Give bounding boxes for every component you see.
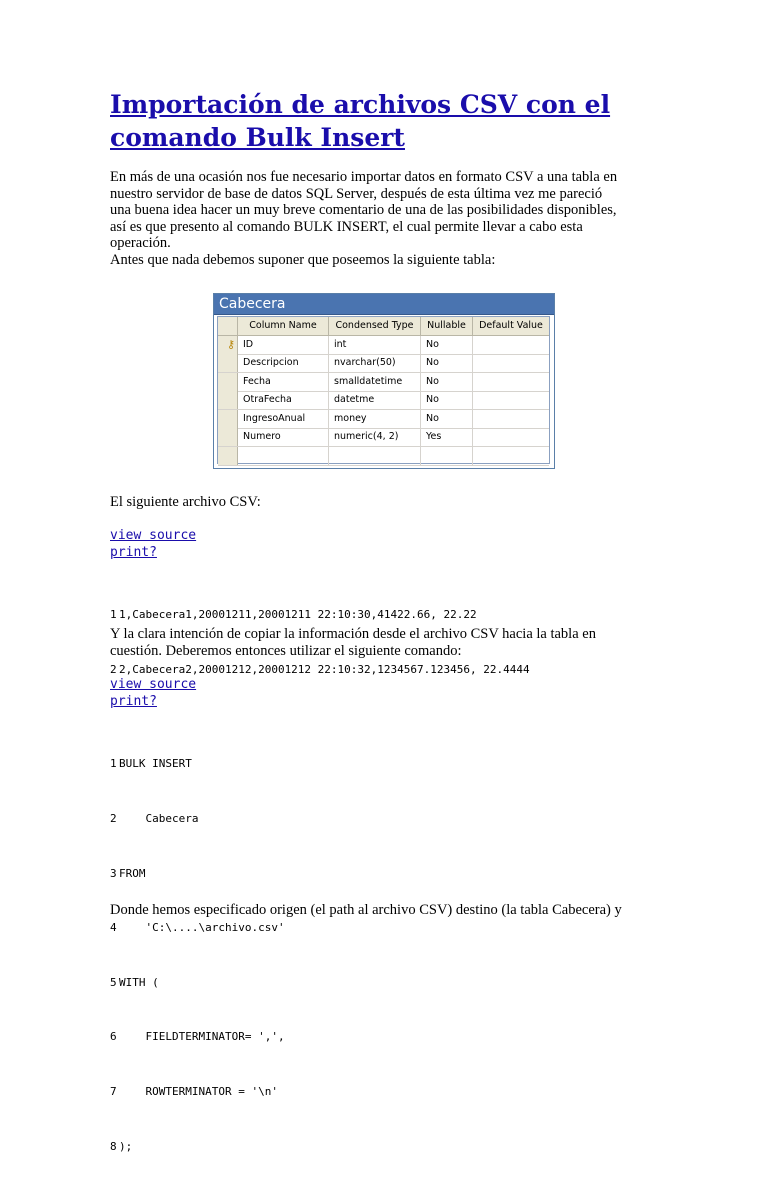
title-line-2[interactable]: comando Bulk Insert (110, 123, 405, 152)
table-row (218, 373, 549, 392)
command-intro-line: Y la clara intención de copiar la información desde el archivo CSV hacia la tabla en (110, 626, 596, 642)
cell-default-value (473, 428, 549, 446)
header-condensed-type: Condensed Type (329, 317, 421, 335)
cell-nullable: No (421, 373, 473, 391)
bulk-insert-code-block (110, 719, 285, 1192)
cell-column-name (238, 447, 329, 465)
cell-column-name: Numero (238, 428, 329, 446)
cell-condensed-type: int (329, 336, 421, 354)
cell-nullable (421, 447, 473, 465)
intro-line: una buena idea hacer un muy breve comentario de una de las posibilidades disponibles, (110, 202, 617, 218)
table-title: Cabecera (214, 294, 554, 315)
command-intro-paragraph (110, 626, 670, 659)
key-icon: ⚷ (227, 337, 236, 351)
cell-condensed-type: money (329, 410, 421, 428)
line-number: 3 (110, 866, 117, 880)
title-line-1[interactable]: Importación de archivos CSV con el (110, 90, 611, 119)
cell-nullable: No (421, 354, 473, 372)
cell-condensed-type: numeric(4, 2) (329, 428, 421, 446)
cell-condensed-type (329, 447, 421, 465)
table-row (218, 336, 549, 355)
intro-line: Antes que nada debemos suponer que poseemos la siguiente tabla: (110, 251, 496, 268)
line-number: 6 (110, 1030, 117, 1044)
table-row (218, 447, 549, 466)
cell-default-value (473, 354, 549, 372)
intro-line: En más de una ocasión nos fue necesario importar datos en formato CSV a una tabla en (110, 169, 618, 185)
code-text: 'C:\....\archivo.csv' (119, 921, 285, 935)
table-row (218, 354, 549, 373)
intro-line: operación. (110, 235, 171, 251)
row-selector (218, 410, 238, 428)
code-text: Cabecera (119, 812, 199, 826)
closing-paragraph: Donde hemos especificado origen (el path al archivo CSV) destino (la tabla Cabecera) y (110, 902, 622, 918)
code-text: ROWTERMINATOR = '\n' (119, 1085, 278, 1099)
table-header-row (218, 317, 549, 336)
cell-nullable: No (421, 410, 473, 428)
line-number: 5 (110, 975, 117, 989)
print-link-2[interactable]: print? (110, 694, 157, 709)
cell-column-name: IngresoAnual (238, 410, 329, 428)
row-selector (218, 428, 238, 446)
code-text: ); (119, 1139, 133, 1153)
view-source-link-2[interactable]: view source (110, 677, 197, 692)
table-row (218, 428, 549, 447)
line-number: 1 (110, 757, 117, 771)
row-selector (218, 336, 238, 354)
cell-default-value (473, 391, 549, 409)
cell-condensed-type: smalldatetime (329, 373, 421, 391)
cell-nullable: Yes (421, 428, 473, 446)
code-text: 2,Cabecera2,20001212,20001212 22:10:32,1234567.123456, 22.4444 (119, 663, 530, 677)
line-number: 2 (110, 812, 117, 826)
article-title[interactable] (110, 88, 670, 154)
code-line (110, 810, 285, 828)
row-selector (218, 373, 238, 391)
cell-column-name: Descripcion (238, 354, 329, 372)
row-selector (218, 354, 238, 372)
code-line (110, 865, 285, 883)
code-text: BULK INSERT (119, 757, 192, 771)
code-line (110, 755, 285, 773)
line-number: 2 (110, 663, 117, 677)
table-design-screenshot (213, 293, 555, 469)
cell-nullable: No (421, 391, 473, 409)
code-line (110, 1083, 285, 1101)
cell-default-value (473, 336, 549, 354)
cell-condensed-type: nvarchar(50) (329, 354, 421, 372)
header-column-name: Column Name (238, 317, 329, 335)
code-line (110, 919, 285, 937)
code-text: WITH ( (119, 975, 159, 989)
row-selector (218, 447, 238, 465)
cell-default-value (473, 410, 549, 428)
code-text: FIELDTERMINATOR= ',', (119, 1030, 285, 1044)
code-line (110, 1138, 285, 1156)
intro-line: así es que presento al comando BULK INSERT, el cual permite llevar a cabo esta (110, 218, 583, 235)
code-line (110, 1028, 285, 1046)
view-source-link[interactable]: view source (110, 528, 197, 543)
cell-default-value (473, 373, 549, 391)
line-number: 4 (110, 921, 117, 935)
cell-default-value (473, 447, 549, 465)
header-nullable: Nullable (421, 317, 473, 335)
table-row (218, 410, 549, 429)
code-line (110, 974, 285, 992)
intro-line: nuestro servidor de base de datos SQL Server, después de esta última vez me pareció (110, 185, 603, 202)
line-number: 7 (110, 1085, 117, 1099)
csv-intro-text: El siguiente archivo CSV: (110, 494, 261, 510)
row-selector-header (218, 317, 238, 335)
intro-paragraph (110, 169, 670, 268)
cell-column-name: ID (238, 336, 329, 354)
cell-condensed-type: datetme (329, 391, 421, 409)
cell-column-name: Fecha (238, 373, 329, 391)
print-link[interactable]: print? (110, 545, 157, 560)
cell-nullable: No (421, 336, 473, 354)
table-grid (217, 316, 550, 464)
row-selector (218, 391, 238, 409)
table-row (218, 391, 549, 410)
header-default-value: Default Value (479, 320, 543, 331)
code-text: FROM (119, 866, 146, 880)
cell-column-name: OtraFecha (238, 391, 329, 409)
code-line (110, 606, 530, 624)
line-number: 8 (110, 1139, 117, 1153)
command-intro-line: cuestión. Deberemos entonces utilizar el siguiente comando: (110, 642, 462, 659)
code-text: 1,Cabecera1,20001211,20001211 22:10:30,41422.66, 22.22 (119, 608, 477, 622)
line-number: 1 (110, 608, 117, 622)
